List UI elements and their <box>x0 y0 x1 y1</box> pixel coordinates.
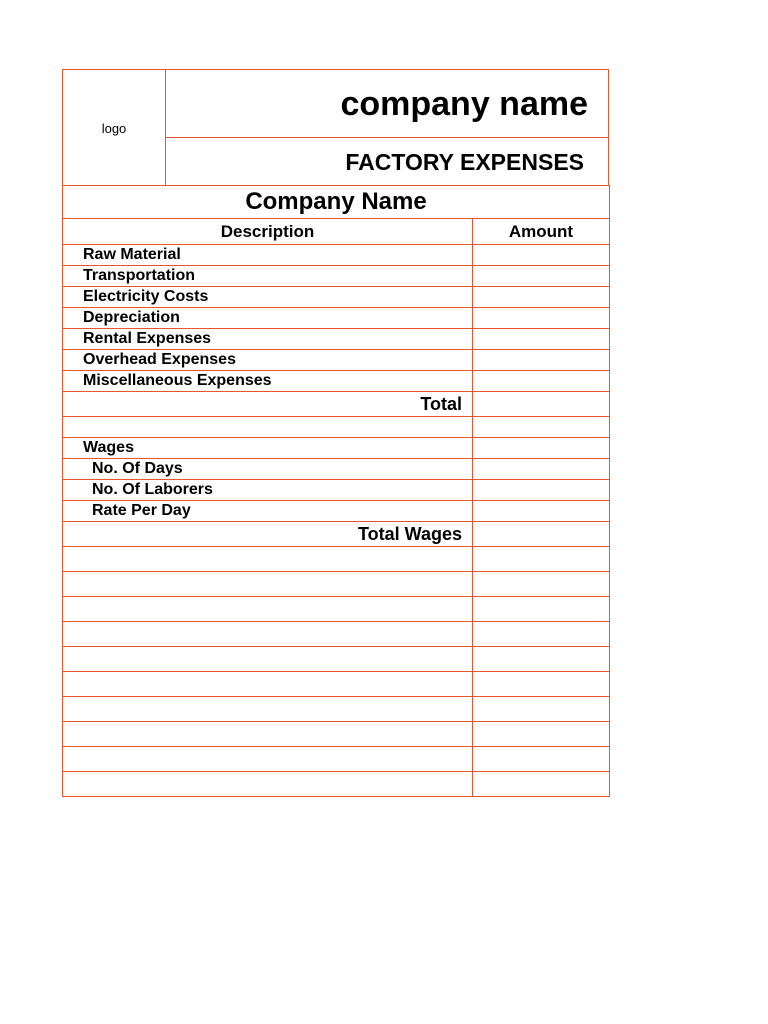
table-row <box>63 547 610 572</box>
table-row <box>63 417 610 438</box>
empty-cell[interactable] <box>473 622 610 647</box>
expense-label: Transportation <box>63 266 473 287</box>
wage-item-label: Rate Per Day <box>63 501 473 522</box>
table-row <box>63 308 610 329</box>
table-row <box>63 459 610 480</box>
total-label: Total <box>63 392 473 417</box>
table-row <box>63 266 610 287</box>
empty-cell[interactable] <box>63 722 473 747</box>
empty-cell[interactable] <box>473 772 610 797</box>
table-row <box>63 350 610 371</box>
empty-cell[interactable] <box>63 697 473 722</box>
empty-cell[interactable] <box>63 572 473 597</box>
table-row <box>63 722 610 747</box>
amount-cell[interactable] <box>473 266 610 287</box>
amount-column-header: Amount <box>473 219 610 245</box>
amount-cell[interactable] <box>473 459 610 480</box>
table-title: Company Name <box>63 186 610 219</box>
table-row <box>63 597 610 622</box>
empty-cell[interactable] <box>63 547 473 572</box>
wages-label: Wages <box>63 438 473 459</box>
total-amount-cell[interactable] <box>473 392 610 417</box>
empty-cell[interactable] <box>63 672 473 697</box>
empty-cell[interactable] <box>63 597 473 622</box>
table-row <box>63 329 610 350</box>
expense-label: Electricity Costs <box>63 287 473 308</box>
empty-cell[interactable] <box>63 772 473 797</box>
wages-row <box>63 438 610 459</box>
table-row <box>63 480 610 501</box>
amount-cell[interactable] <box>473 501 610 522</box>
total-wages-row <box>63 522 610 547</box>
table-row <box>63 572 610 597</box>
amount-cell[interactable] <box>473 329 610 350</box>
logo-placeholder: logo <box>63 70 166 186</box>
empty-cell[interactable] <box>63 417 473 438</box>
empty-cell[interactable] <box>473 572 610 597</box>
expense-label: Rental Expenses <box>63 329 473 350</box>
empty-cell[interactable] <box>63 647 473 672</box>
empty-cell[interactable] <box>473 672 610 697</box>
document-title: FACTORY EXPENSES <box>345 149 584 175</box>
empty-cell[interactable] <box>473 722 610 747</box>
expense-label: Miscellaneous Expenses <box>63 371 473 392</box>
sheet-header <box>62 69 609 185</box>
expense-label: Raw Material <box>63 245 473 266</box>
table-row <box>63 672 610 697</box>
table-row <box>63 647 610 672</box>
amount-cell[interactable] <box>473 308 610 329</box>
company-name-heading: company name <box>166 70 608 138</box>
table-row <box>63 772 610 797</box>
table-row <box>63 287 610 308</box>
expense-label: Depreciation <box>63 308 473 329</box>
total-wages-amount-cell[interactable] <box>473 522 610 547</box>
table-row <box>63 371 610 392</box>
amount-cell[interactable] <box>473 245 610 266</box>
expense-label: Overhead Expenses <box>63 350 473 371</box>
empty-cell[interactable] <box>63 747 473 772</box>
amount-cell[interactable] <box>473 438 610 459</box>
column-header-row <box>63 219 610 245</box>
expense-sheet <box>62 69 609 797</box>
total-row <box>63 392 610 417</box>
empty-cell[interactable] <box>473 747 610 772</box>
expenses-table <box>62 185 610 797</box>
empty-cell[interactable] <box>473 647 610 672</box>
table-row <box>63 501 610 522</box>
table-row <box>63 622 610 647</box>
empty-cell[interactable] <box>473 547 610 572</box>
table-row <box>63 747 610 772</box>
table-row <box>63 245 610 266</box>
amount-cell[interactable] <box>473 350 610 371</box>
wage-item-label: No. Of Days <box>63 459 473 480</box>
empty-cell[interactable] <box>473 597 610 622</box>
empty-cell[interactable] <box>473 697 610 722</box>
amount-cell[interactable] <box>473 371 610 392</box>
table-title-row <box>63 186 610 219</box>
total-wages-label: Total Wages <box>63 522 473 547</box>
wage-item-label: No. Of Laborers <box>63 480 473 501</box>
description-column-header: Description <box>63 219 473 245</box>
amount-cell[interactable] <box>473 287 610 308</box>
empty-cell[interactable] <box>473 417 610 438</box>
amount-cell[interactable] <box>473 480 610 501</box>
table-row <box>63 697 610 722</box>
empty-cell[interactable] <box>63 622 473 647</box>
